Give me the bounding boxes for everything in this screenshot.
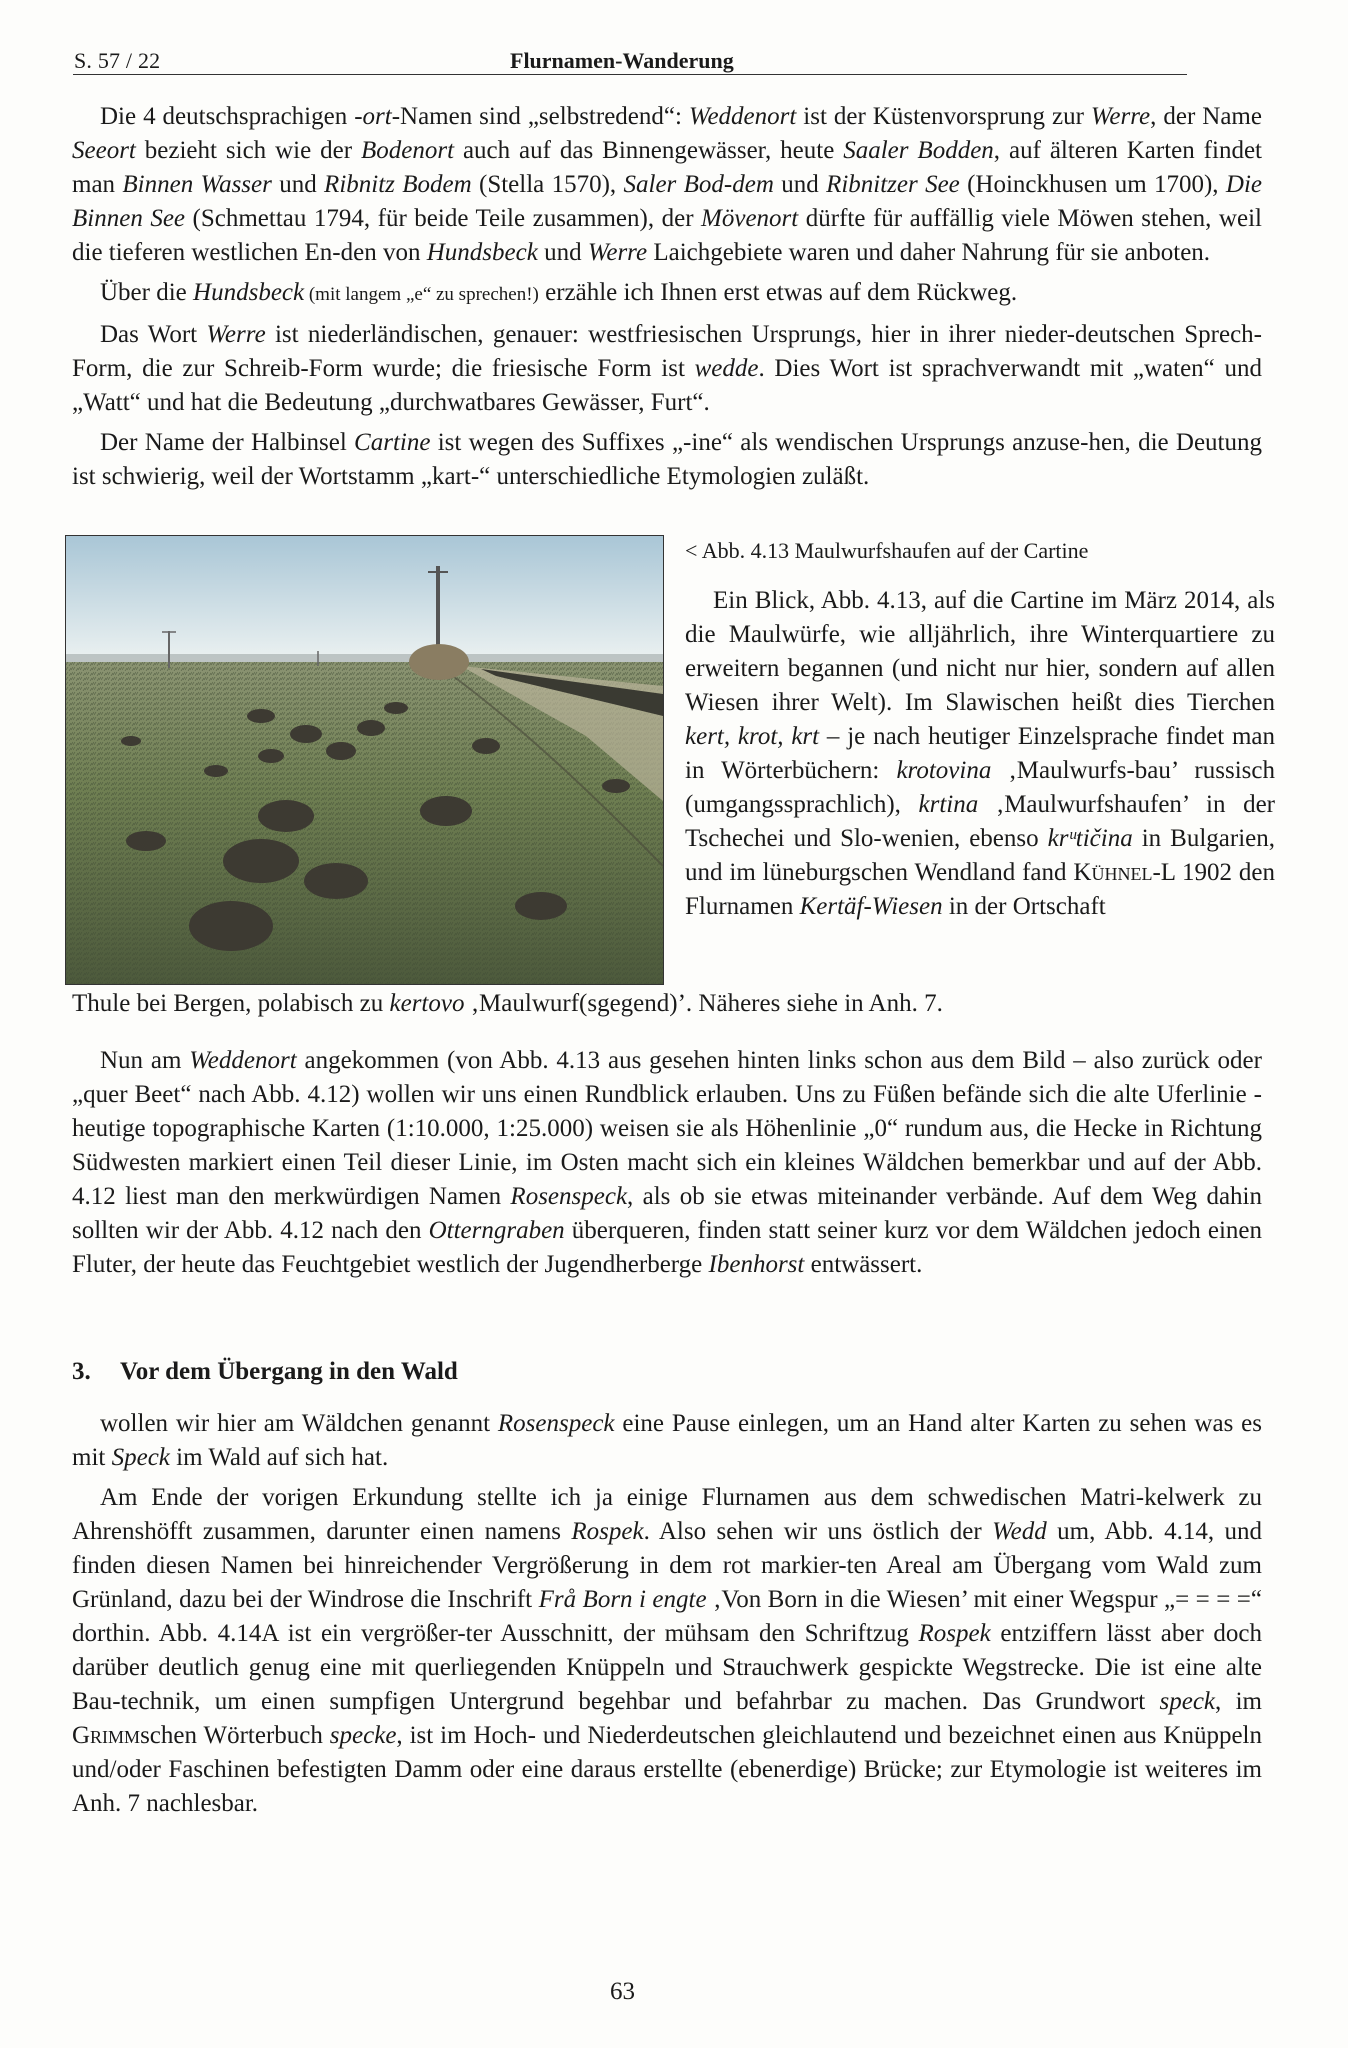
italic-term: krᵘtičina: [1047, 825, 1133, 852]
text-run: Ein Blick, Abb. 4.13, auf die Cartine im März 2014, als die Maulwürfe, wie alljährlich, ihre Winterquartiere zu erweitern begannen (und nicht nur hier, sondern auf allen Wiesen ihrer Welt). Im Slawischen heißt dies Tierchen: [685, 587, 1275, 716]
text-run: Die 4 deutschsprachigen: [100, 103, 355, 130]
header-page-ref: S. 57 / 22: [74, 48, 161, 73]
figure-molehills-photo: [65, 535, 664, 985]
italic-term: Weddenort: [688, 103, 797, 130]
italic-term: Kertäf-Wiesen: [799, 893, 943, 920]
italic-term: Werre: [587, 239, 648, 266]
italic-term: krtina: [918, 791, 979, 818]
italic-term: wedde: [694, 355, 759, 382]
text-run: entziffern lässt aber doch darüber deutlich genug eine mit querliegenden Knüppeln und Strauchwerk gespickte Wegstrecke. Die ist eine alte Bau-technik, um einen sumpfigen Untergrund begehbar und befahrbar zu machen. Das Grundwort: [72, 1620, 1263, 1715]
section-title: Vor dem Übergang in den Wald: [120, 1358, 458, 1385]
side-text-continuation: [72, 987, 1262, 1021]
italic-term: Seeort: [72, 137, 136, 164]
italic-term: Hundsbeck: [426, 239, 538, 266]
italic-term: -ort: [354, 103, 392, 130]
text-run: – je nach heutiger Einzelsprache findet man in Wörterbüchern:: [685, 723, 1275, 784]
italic-term: krotovina: [896, 757, 992, 784]
text-run: erzähle ich Ihnen erst etwas auf dem Rückweg.: [538, 279, 1018, 306]
text-run: ist niederländischen, genauer: westfriesischen Ursprungs, hier in ihrer nieder-deutschen Sprech-Form, die zur Schreib-Form wurde; die friesische Form ist: [72, 321, 1262, 382]
italic-term: Saaler Bodden: [843, 137, 994, 164]
text-run: Nun am: [100, 1047, 190, 1074]
italic-term: specke: [329, 1722, 397, 1749]
text-run: ‚Maulwurfshaufen’ in der Tschechei und Slo-wenien, ebenso: [685, 791, 1275, 852]
text-run: ‚Maulwurf(sgegend)’. Näheres siehe in Anh. 7.: [464, 990, 943, 1017]
header-title: Flurnamen-Wanderung: [510, 48, 734, 73]
paragraph-thule: [72, 987, 1262, 1021]
body-text-bottom: [72, 1407, 1262, 1821]
paragraph-rospek: [72, 1481, 1262, 1821]
text-run: entwässert.: [804, 1251, 923, 1278]
italic-term: Werre: [206, 321, 266, 348]
text-run: (Schmettau 1794, für beide Teile zusammen), der: [185, 205, 702, 232]
italic-term: Weddenort: [189, 1047, 297, 1074]
text-run: Das Wort: [100, 321, 207, 348]
italic-term: Die Binnen See: [72, 171, 1262, 232]
paragraph-rosenspeck: [72, 1407, 1262, 1475]
text-run: ‚Maulwurfs-bau’ russisch (umgangssprachlich),: [685, 757, 1275, 818]
text-run: Laichgebiete waren und daher Nahrung für sie anboten.: [647, 239, 1211, 266]
figure-caption: < Abb. 4.13 Maulwurfshaufen auf der Cartine: [685, 538, 1089, 563]
text-run: eine Pause einlegen, um an Hand alter Karten zu sehen was es mit: [72, 1410, 1262, 1471]
italic-term: Ribnitz Bodem: [324, 171, 472, 198]
italic-term: Rospek: [571, 1518, 644, 1545]
paragraph-werre: [72, 318, 1262, 420]
paragraph-cartine: [72, 426, 1262, 494]
text-run: ist wegen des Suffixes „-ine“ als wendischen Ursprungs anzuse-hen, die Deutung ist schwierig, weil der Wortstamm „kart-“ unterschiedliche Etymologien zuläßt.: [72, 429, 1262, 490]
text-run: im Wald auf sich hat.: [169, 1444, 389, 1471]
text-run: Am Ende der vorigen Erkundung stellte ich ja einige Flurnamen aus dem schwedischen Matri-kelwerk zu Ahrenshöfft zusammen, darunter einen namens: [72, 1484, 1262, 1545]
section-number: 3.: [72, 1358, 91, 1385]
text-run: , ist im Hoch- und Niederdeutschen gleichlautend und bezeichnet einen aus Knüppeln und/oder Faschinen befestigten Damm oder eine daraus erstellte (ebenerdige) Brücke; zur Etymologie ist weiteres im Anh. 7 nachlesbar.: [72, 1722, 1262, 1817]
text-run: , im: [1215, 1688, 1262, 1715]
text-run: und: [773, 171, 827, 198]
italic-term: Frå Born i engte: [538, 1586, 707, 1613]
text-run: (Stella 1570),: [471, 171, 624, 198]
paragraph-hundsbeck: [72, 276, 1262, 312]
text-run: -Namen sind „selbstredend“:: [391, 103, 689, 130]
italic-term: kert, krot, krt: [685, 723, 820, 750]
text-run: Thule bei Bergen, polabisch zu: [72, 990, 390, 1017]
text-run: ist der Küstenvorsprung zur: [796, 103, 1091, 130]
text-run: Der Name der Halbinsel: [100, 429, 355, 456]
text-run: schen Wörterbuch: [140, 1722, 330, 1749]
italic-term: kertovo: [389, 990, 465, 1017]
text-run: (Hoinckhusen um 1700),: [959, 171, 1226, 198]
text-run: überqueren, finden statt seiner kurz vor dem Wäldchen jedoch einen Fluter, der heute das Feuchtgebiet westlich der Jugendherberge: [72, 1217, 1263, 1278]
text-run: (mit langem „e“ zu sprechen!): [304, 284, 539, 305]
paragraph-ein-blick: [685, 584, 1275, 924]
italic-term: Mövenort: [701, 205, 799, 232]
text-run: in Bulgarien, und im lüneburgschen Wendland fand: [685, 825, 1275, 886]
text-run: und: [271, 171, 325, 198]
text-run: . Dies Wort ist sprachverwandt mit „waten“ und „Watt“ und hat die Bedeutung „durchwatbares Gewässer, Furt“.: [72, 355, 1262, 416]
italic-term: Speck: [111, 1444, 170, 1471]
page-number: 63: [610, 1978, 635, 2005]
italic-term: Rospek: [918, 1620, 991, 1647]
italic-term: Ribnitzer See: [826, 171, 960, 198]
text-run: ‚Von Born in die Wiesen’ mit einer Wegspur „= = = =“ dorthin. Abb. 4.14A ist ein vergrößer-ter Ausschnitt, der mühsam den Schriftzug: [72, 1586, 1262, 1647]
italic-term: Saler Bod-dem: [623, 171, 774, 198]
text-run: Kühnel: [1073, 859, 1153, 886]
text-run: bezieht sich wie der: [135, 137, 361, 164]
italic-term: Werre: [1090, 103, 1151, 130]
body-text-top: [72, 100, 1262, 494]
text-run: -L 1902 den Flurnamen: [685, 859, 1276, 920]
text-run: auch auf das Binnengewässer, heute: [454, 137, 844, 164]
side-text: [685, 584, 1275, 924]
body-text-middle: [72, 1044, 1262, 1282]
italic-term: Hundsbeck: [193, 279, 305, 306]
italic-term: Binnen Wasser: [122, 171, 272, 198]
text-run: um, Abb. 4.14, und finden diesen Namen bei hinreichender Vergrößerung in dem rot markier-ten Areal am Übergang vom Wald zum Grünland, dazu bei der Windrose die Inschrift: [72, 1518, 1262, 1613]
text-run: Über die: [100, 279, 194, 306]
italic-term: Bodenort: [360, 137, 455, 164]
text-run: und: [537, 239, 588, 266]
italic-term: Otterngraben: [428, 1217, 565, 1244]
text-run: . Also sehen wir uns östlich der: [643, 1518, 993, 1545]
section-heading: [72, 1358, 458, 1386]
italic-term: speck: [1159, 1688, 1216, 1715]
text-run: dürfte für auffällig viele Möwen stehen, weil die tieferen westlichen En-den von: [72, 205, 1262, 266]
text-run: angekommen (von Abb. 4.13 aus gesehen hinten links schon aus dem Bild – also zurück oder „quer Beet“ nach Abb. 4.12) wollen wir uns einen Rundblick erlauben. Uns zu Füßen befände sich die alte Uferlinie - heutige topographische Karten (1:10.000, 1:25.000) weisen sie als Höhenlinie „0“ rundum aus, die Hecke in Richtung Südwesten markiert einen Teil dieser Linie, im Osten macht sich ein kleines Wäldchen bemerkbar und auf der Abb. 4.12 liest man den merkwürdigen Namen: [72, 1047, 1262, 1210]
text-run: in der Ortschaft: [942, 893, 1106, 920]
text-run: , als ob sie etwas miteinander verbände. Auf dem Weg dahin sollten wir der Abb. 4.12 nach den: [72, 1183, 1262, 1244]
italic-term: Ibenhorst: [708, 1251, 805, 1278]
molehill-field-image: [66, 536, 663, 984]
paragraph-ort-names: [72, 100, 1262, 270]
italic-term: Cartine: [354, 429, 431, 456]
text-run: , auf älteren Karten findet man: [72, 137, 1262, 198]
italic-term: Rosenspeck: [510, 1183, 628, 1210]
running-header: [73, 44, 1187, 75]
paragraph-weddenort: [72, 1044, 1262, 1282]
text-run: wollen wir hier am Wäldchen genannt: [100, 1410, 498, 1437]
italic-term: Wedd: [992, 1518, 1047, 1545]
italic-term: Rosenspeck: [497, 1410, 615, 1437]
text-run: , der Name: [1150, 103, 1262, 130]
text-run: Grimm: [72, 1722, 141, 1749]
